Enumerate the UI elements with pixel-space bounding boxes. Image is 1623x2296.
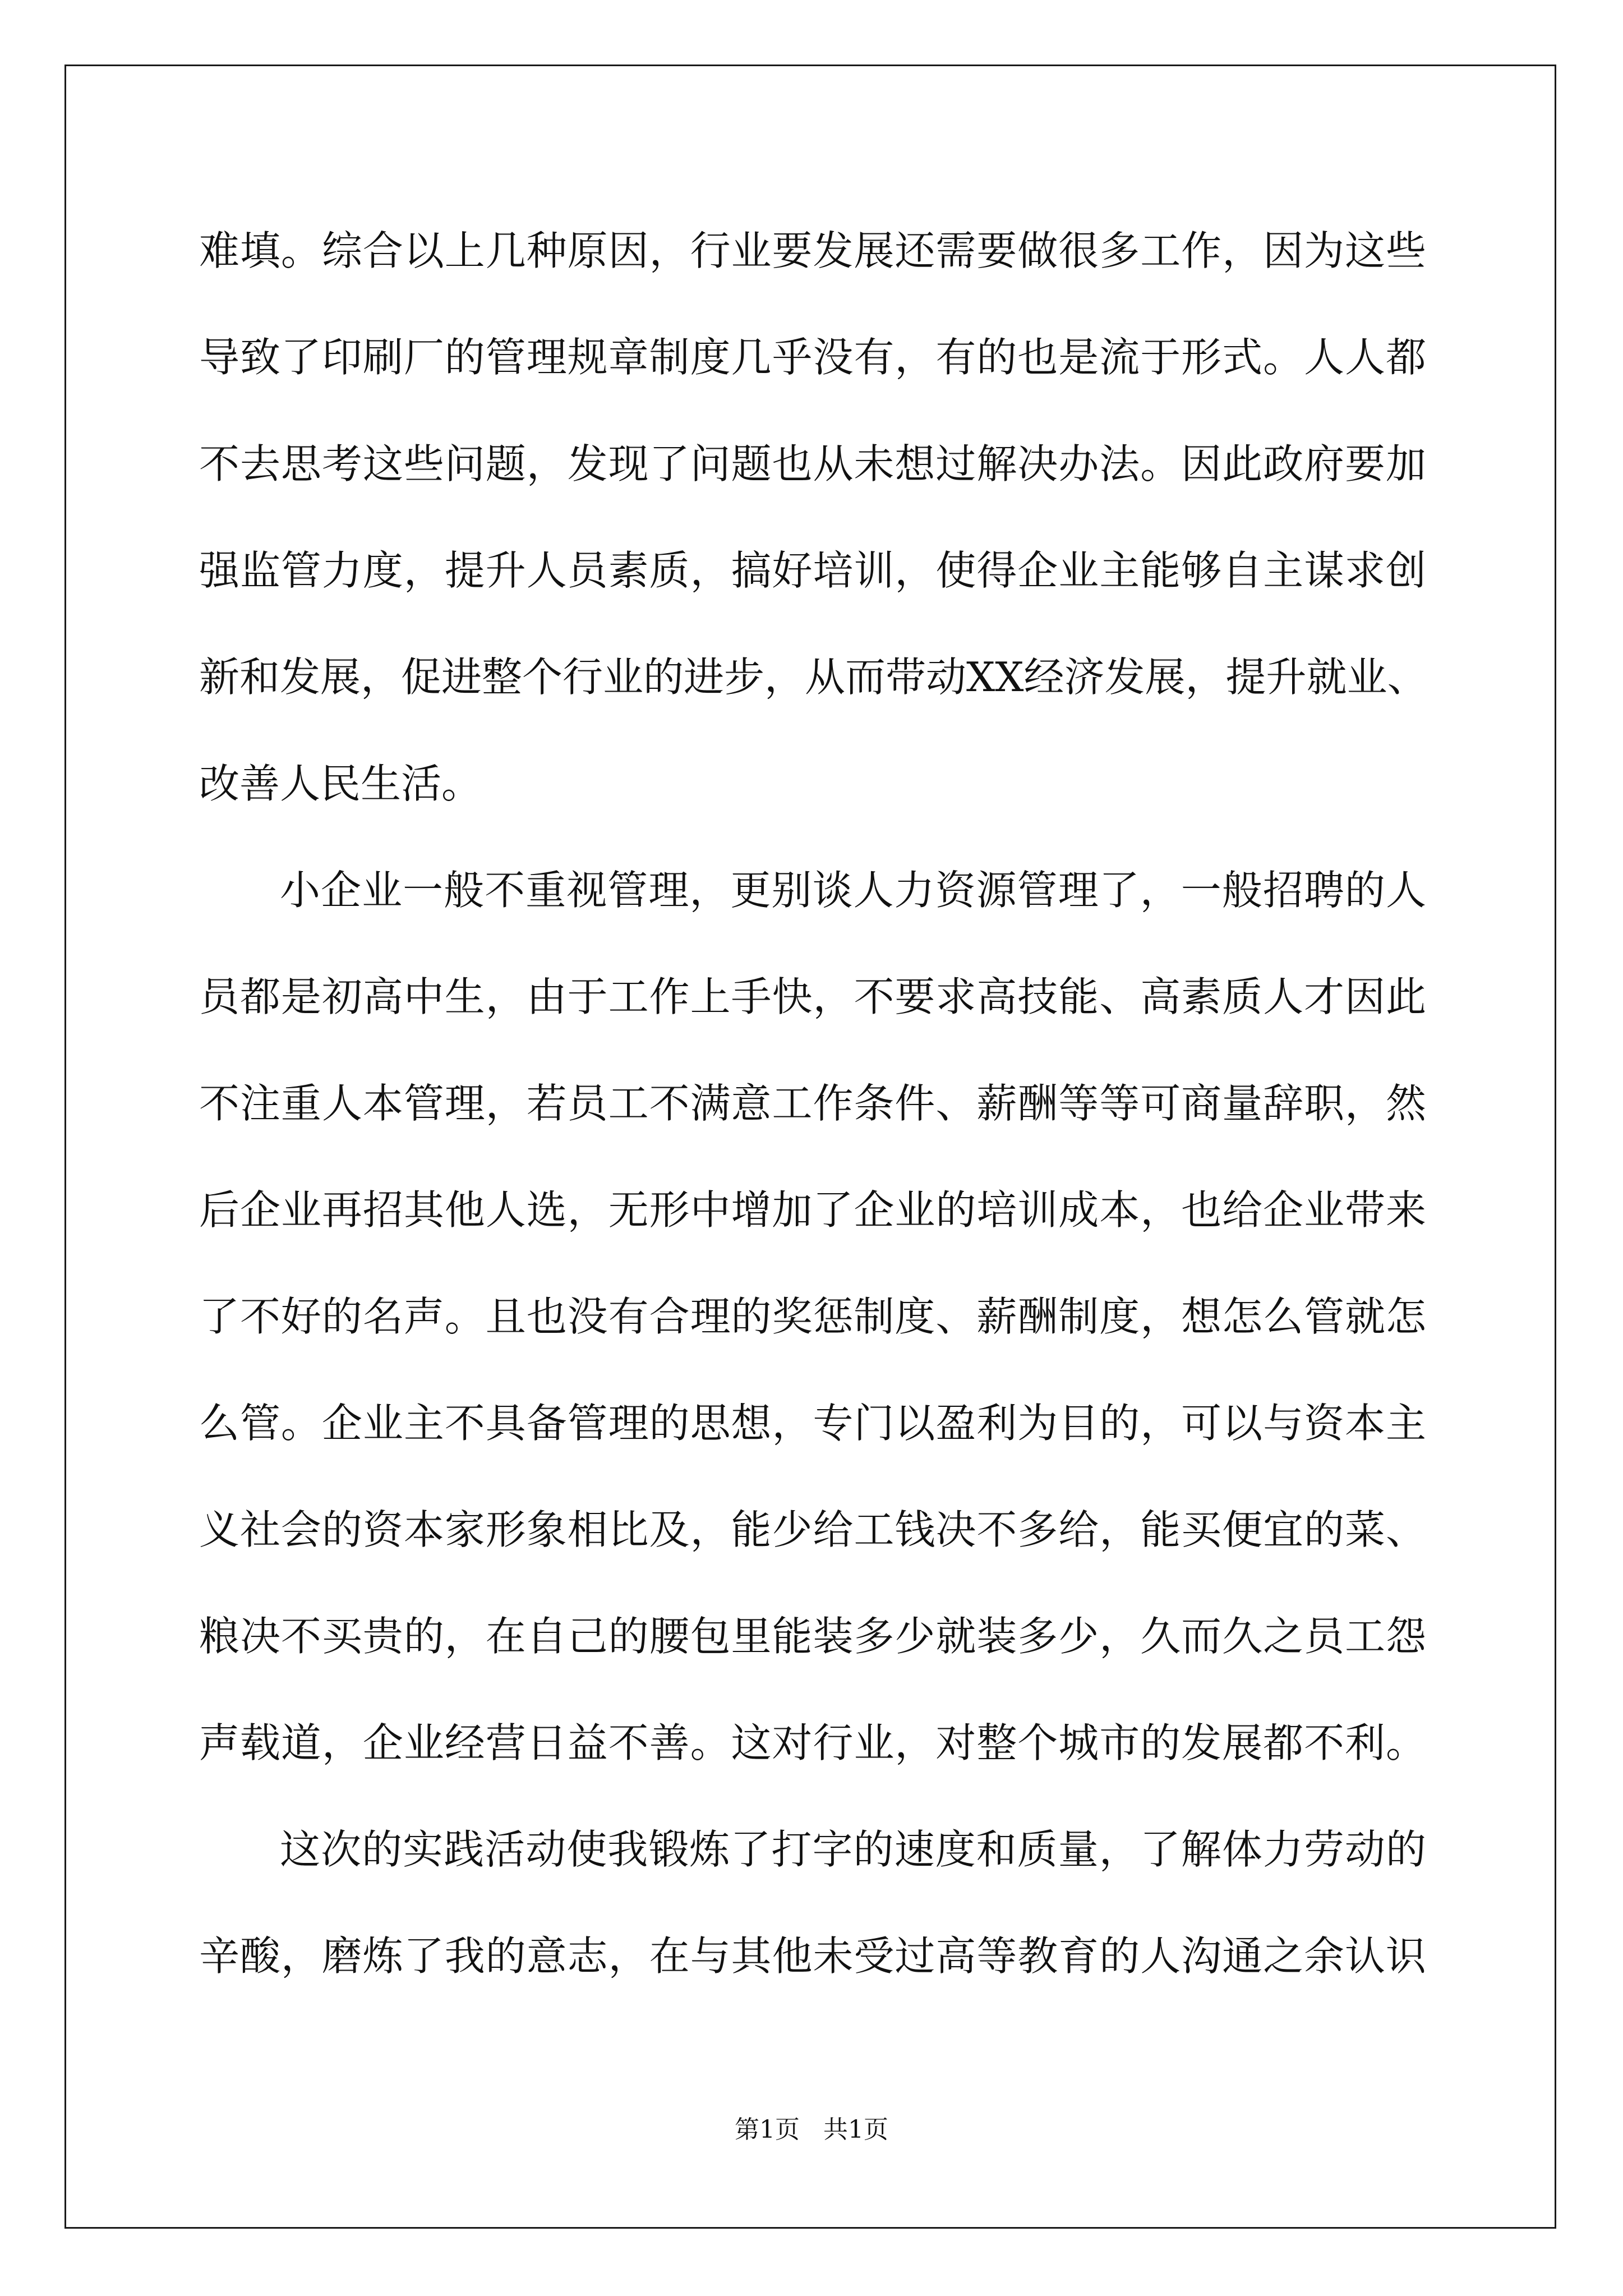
text-line: 不注重人本管理，若员工不满意工作条件、薪酬等等可商量辞职，然 xyxy=(199,1080,1426,1127)
text-line: 员都是初高中生，由于工作上手快，不要求高技能、高素质人才因此 xyxy=(199,973,1426,1020)
text-line: 声载道，企业经营日益不善。这对行业，对整个城市的发展都不利。 xyxy=(199,1719,1426,1766)
text-line: 么管。企业主不具备管理的思想，专门以盈利为目的，可以与资本主 xyxy=(199,1400,1426,1447)
text-line: 义社会的资本家形象相比及，能少给工钱决不多给，能买便宜的菜、 xyxy=(199,1506,1426,1553)
text-line: 导致了印刷厂的管理规章制度几乎没有，有的也是流于形式。人人都 xyxy=(199,334,1426,381)
text-line: 难填。综合以上几种原因，行业要发展还需要做很多工作，因为这些 xyxy=(199,227,1426,274)
text-line: 辛酸，磨炼了我的意志，在与其他未受过高等教育的人沟通之余认识 xyxy=(199,1932,1426,1980)
paragraph-first-line: 小企业一般不重视管理，更别谈人力资源管理了，一般招聘的人 xyxy=(280,867,1426,914)
text-line: 了不好的名声。且也没有合理的奖惩制度、薪酬制度，想怎么管就怎 xyxy=(199,1293,1426,1340)
text-line: 不去思考这些问题，发现了问题也从未想过解决办法。因此政府要加 xyxy=(199,440,1426,487)
page-footer: 第1页 共1页 xyxy=(735,2115,888,2144)
text-line: 粮决不买贵的，在自己的腰包里能装多少就装多少，久而久之员工怨 xyxy=(199,1613,1426,1660)
text-line: 后企业再招其他人选，无形中增加了企业的培训成本，也给企业带来 xyxy=(199,1186,1426,1234)
document-body xyxy=(199,220,1426,2032)
text-line: 新和发展，促进整个行业的进步，从而带动XX经济发展，提升就业、 xyxy=(199,654,1428,701)
paragraph-first-line: 这次的实践活动使我锻炼了打字的速度和质量，了解体力劳动的 xyxy=(280,1826,1426,1873)
text-line: 强监管力度，提升人员素质，搞好培训，使得企业主能够自主谋求创 xyxy=(199,547,1426,594)
text-line: 改善人民生活。 xyxy=(199,760,482,807)
